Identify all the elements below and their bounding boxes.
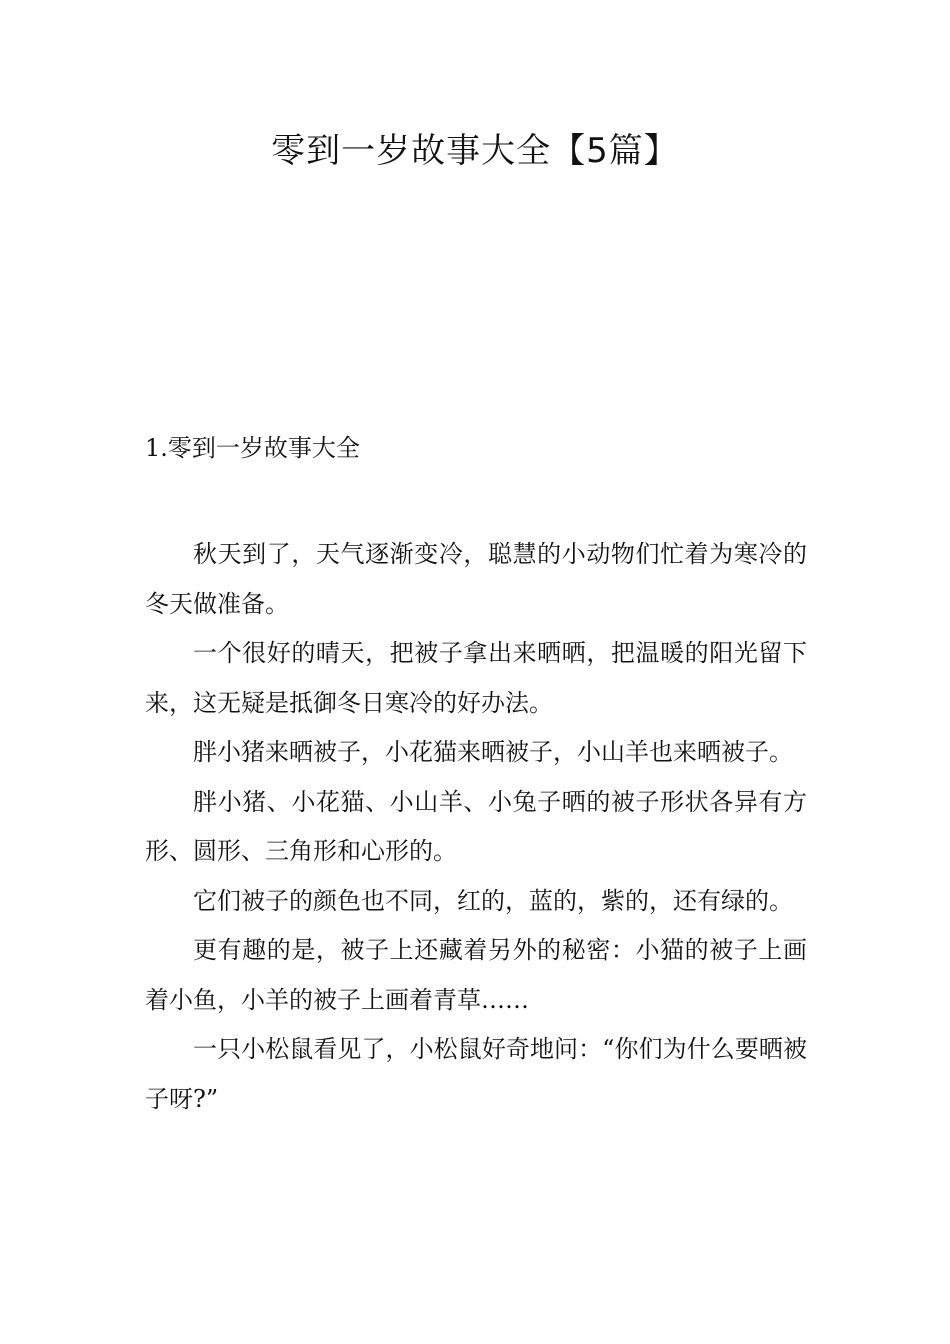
- paragraph: 更有趣的是，被子上还藏着另外的秘密：小猫的被子上画着小鱼，小羊的被子上画着青草……: [145, 936, 807, 1014]
- story-body: [145, 530, 807, 1124]
- paragraph: 胖小猪、小花猫、小山羊、小兔子晒的被子形状各异有方形、圆形、三角形和心形的。: [145, 787, 807, 865]
- paragraph: 胖小猪来晒被子，小花猫来晒被子，小山羊也来晒被子。: [193, 738, 793, 766]
- paragraph: 秋天到了，天气逐渐变冷，聪慧的小动物们忙着为寒冷的冬天做准备。: [145, 540, 807, 618]
- paragraph: 一个很好的晴天，把被子拿出来晒晒，把温暖的阳光留下来，这无疑是抵御冬日寒冷的好办法。: [145, 639, 807, 717]
- document-title: 零到一岁故事大全【5篇】: [271, 131, 679, 171]
- paragraph: 它们被子的颜色也不同，红的，蓝的，紫的，还有绿的。: [193, 886, 793, 915]
- paragraph: 一只小松鼠看见了，小松鼠好奇地问：“你们为什么要晒被子呀?”: [145, 1035, 807, 1113]
- section-heading: 1.零到一岁故事大全: [145, 434, 360, 462]
